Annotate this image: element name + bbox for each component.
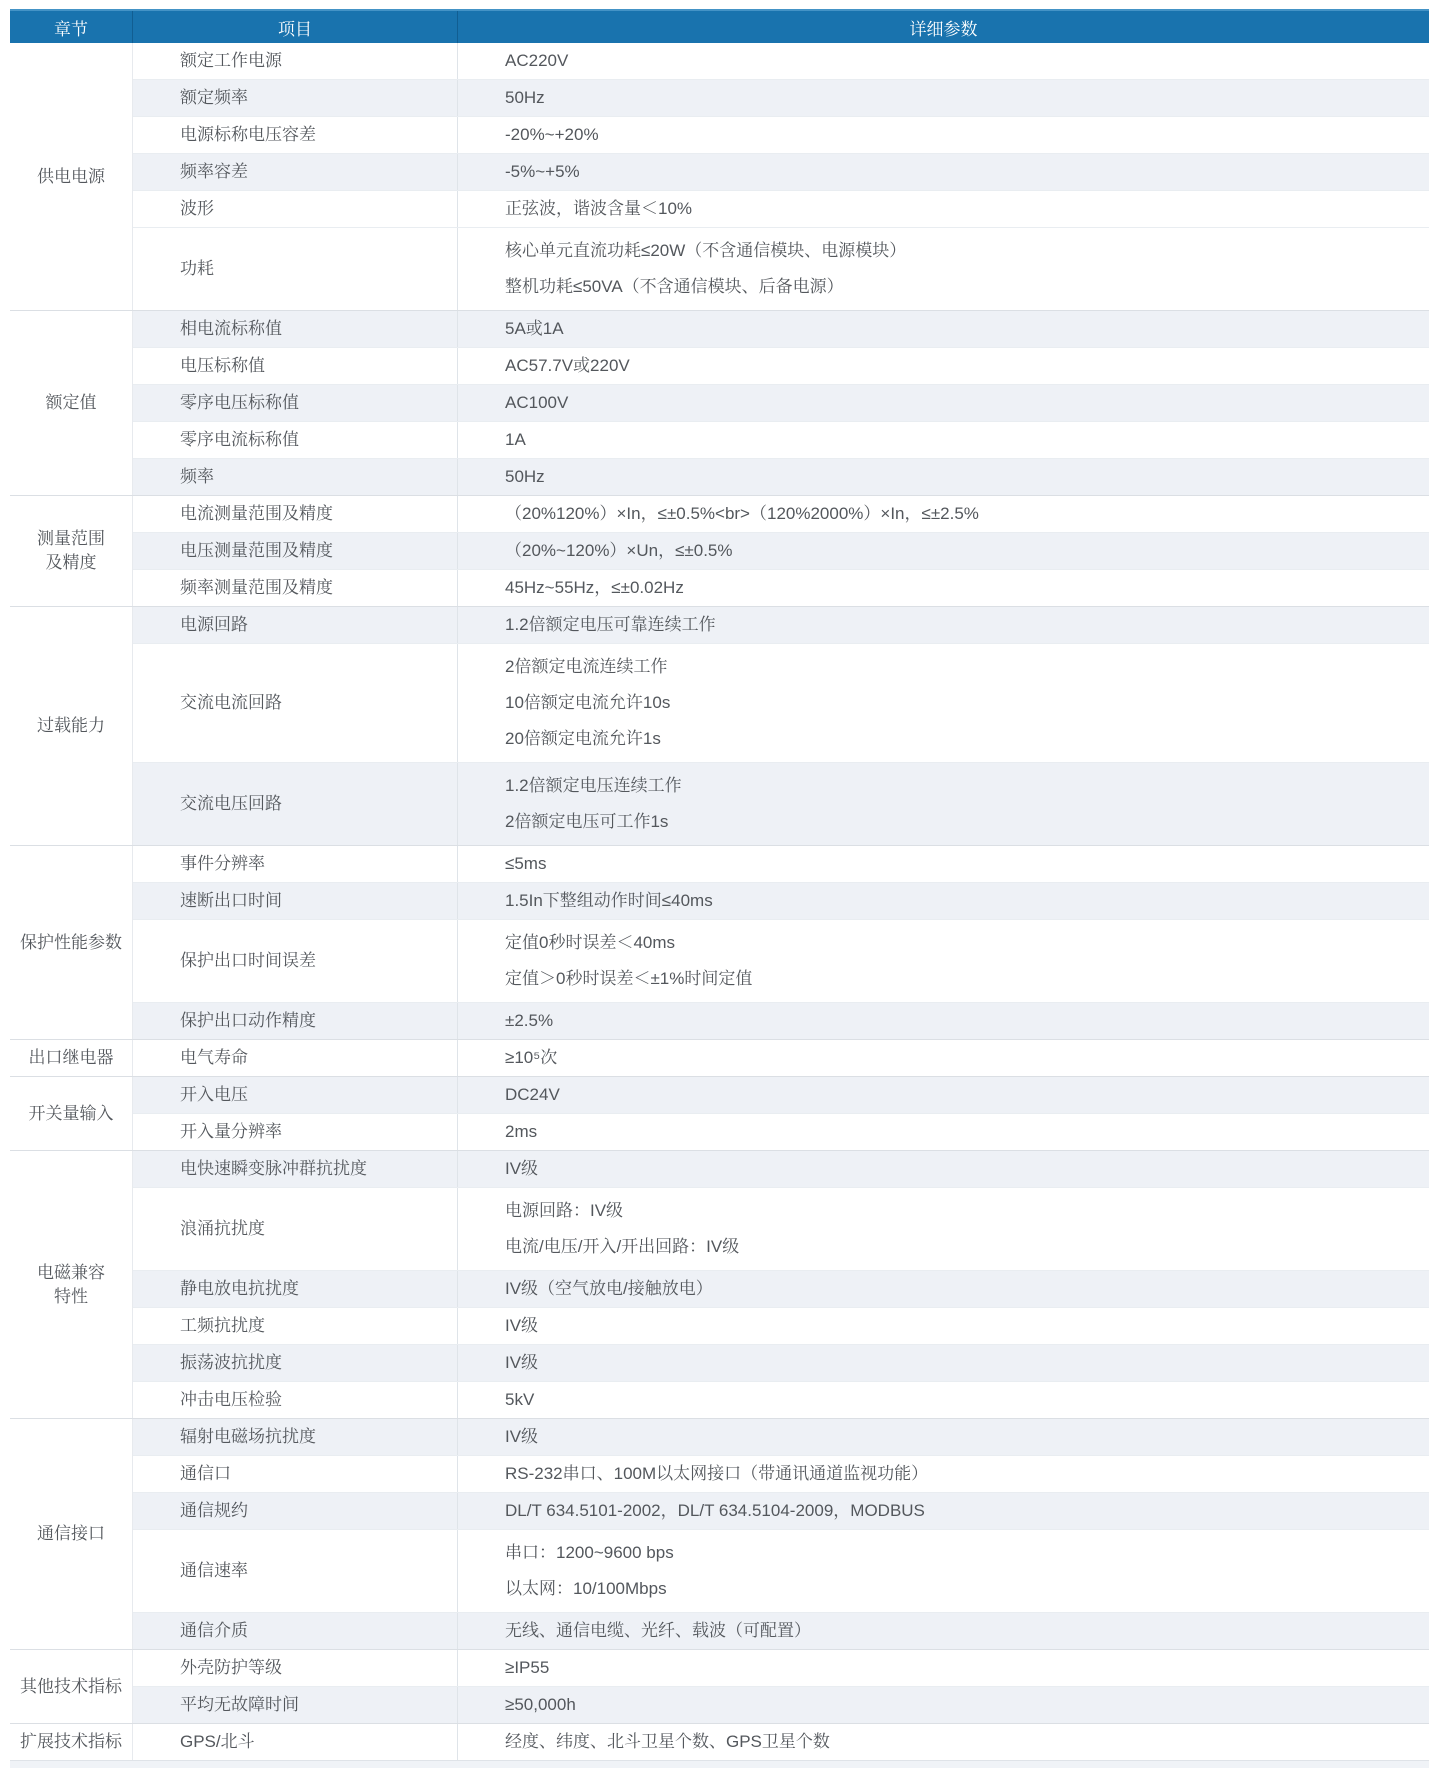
param-line: IV级 xyxy=(505,1316,539,1335)
param-cell xyxy=(458,1687,1429,1723)
param-line: RS-232串口、100M以太网接口（带通讯通道监视功能） xyxy=(505,1464,929,1483)
table-row xyxy=(133,458,1429,495)
table-row xyxy=(133,79,1429,116)
section-rows xyxy=(133,311,1429,495)
param-line: IV级 xyxy=(505,1159,539,1178)
table-section xyxy=(10,495,1429,606)
param-line: -5%~+5% xyxy=(505,162,580,181)
section-rows xyxy=(133,1077,1429,1150)
param-cell xyxy=(458,883,1429,919)
param-cell xyxy=(458,763,1429,845)
table-row xyxy=(133,607,1429,643)
param-cell xyxy=(458,385,1429,421)
table-section xyxy=(10,43,1429,310)
section-label-line: 通信接口 xyxy=(37,1524,105,1543)
item-cell: 冲击电压检验 xyxy=(133,1382,458,1418)
table-bottom-border xyxy=(10,1760,1429,1768)
table-row xyxy=(133,116,1429,153)
item-cell: 事件分辨率 xyxy=(133,846,458,882)
table-section xyxy=(10,1418,1429,1649)
param-line: 1.5In下整组动作时间≤40ms xyxy=(505,891,713,910)
param-line: 10倍额定电流允许10s xyxy=(505,693,671,712)
param-cell xyxy=(458,1493,1429,1529)
param-cell xyxy=(458,80,1429,116)
item-cell: 零序电压标称值 xyxy=(133,385,458,421)
section-rows xyxy=(133,1151,1429,1418)
item-cell: GPS/北斗 xyxy=(133,1724,458,1760)
item-cell: 开入量分辨率 xyxy=(133,1114,458,1150)
table-row xyxy=(133,1492,1429,1529)
table-row xyxy=(133,1419,1429,1455)
section-label xyxy=(10,496,133,606)
header-cell-section: 章节 xyxy=(10,11,133,43)
item-cell: 相电流标称值 xyxy=(133,311,458,347)
param-line: 电源回路：IV级 xyxy=(505,1201,624,1220)
section-rows xyxy=(133,1650,1429,1723)
param-cell xyxy=(458,459,1429,495)
table-row xyxy=(133,384,1429,421)
param-cell xyxy=(458,1151,1429,1187)
table-row xyxy=(133,190,1429,227)
section-label xyxy=(10,1151,133,1418)
table-row xyxy=(133,153,1429,190)
param-cell xyxy=(458,1114,1429,1150)
table-section xyxy=(10,1649,1429,1723)
item-cell: 电流测量范围及精度 xyxy=(133,496,458,532)
item-cell: 外壳防护等级 xyxy=(133,1650,458,1686)
section-label-line: 额定值 xyxy=(45,393,97,412)
item-cell: 速断出口时间 xyxy=(133,883,458,919)
param-line: 50Hz xyxy=(505,88,545,107)
table-row xyxy=(133,1151,1429,1187)
table-row xyxy=(133,227,1429,310)
table-header-row xyxy=(10,9,1429,43)
param-line: DL/T 634.5101-2002，DL/T 634.5104-2009，MODBUS xyxy=(505,1501,925,1520)
param-line: （20%~120%）×Un，≤±0.5% xyxy=(505,541,733,560)
item-cell: 开入电压 xyxy=(133,1077,458,1113)
item-cell: 通信口 xyxy=(133,1456,458,1492)
param-line: AC220V xyxy=(505,51,569,70)
table-row xyxy=(133,1724,1429,1760)
param-cell xyxy=(458,191,1429,227)
table-row xyxy=(133,1113,1429,1150)
header-cell-item: 项目 xyxy=(133,11,458,43)
section-label-line: 及精度 xyxy=(45,553,97,572)
table-row xyxy=(133,532,1429,569)
param-cell xyxy=(458,1077,1429,1113)
table-body xyxy=(10,43,1429,1760)
item-cell: 静电放电抗扰度 xyxy=(133,1271,458,1307)
param-cell xyxy=(458,1650,1429,1686)
param-cell xyxy=(458,1613,1429,1649)
param-line: 无线、通信电缆、光纤、载波（可配置） xyxy=(505,1621,811,1640)
param-cell xyxy=(458,846,1429,882)
table-row xyxy=(133,1307,1429,1344)
section-label-line: 特性 xyxy=(54,1286,88,1306)
param-line: 45Hz~55Hz，≤±0.02Hz xyxy=(505,578,684,597)
table-row xyxy=(133,347,1429,384)
item-cell: 保护出口时间误差 xyxy=(133,920,458,1002)
table-row xyxy=(133,1650,1429,1686)
param-cell xyxy=(458,1724,1429,1760)
param-line: 以太网：10/100Mbps xyxy=(505,1579,667,1598)
param-line: -20%~+20% xyxy=(505,125,599,144)
item-cell: 电快速瞬变脉冲群抗扰度 xyxy=(133,1151,458,1187)
param-line: 电流/电压/开入/开出回路：IV级 xyxy=(505,1237,740,1256)
section-rows xyxy=(133,607,1429,845)
section-label-line: 出口继电器 xyxy=(28,1048,114,1067)
section-label xyxy=(10,1419,133,1649)
param-cell xyxy=(458,920,1429,1002)
param-line: IV级 xyxy=(505,1427,539,1446)
param-line: ≥50,000h xyxy=(505,1695,576,1714)
param-line: 正弦波，谐波含量＜10% xyxy=(505,199,693,218)
section-label xyxy=(10,1077,133,1150)
table-row xyxy=(133,1612,1429,1649)
param-cell xyxy=(458,1271,1429,1307)
table-section xyxy=(10,1723,1429,1760)
item-cell: 平均无故障时间 xyxy=(133,1687,458,1723)
item-cell: 电压测量范围及精度 xyxy=(133,533,458,569)
param-line: AC57.7V或220V xyxy=(505,356,630,375)
item-cell: 额定频率 xyxy=(133,80,458,116)
table-row xyxy=(133,1344,1429,1381)
param-cell xyxy=(458,43,1429,79)
section-label-line: 其他技术指标 xyxy=(20,1676,122,1696)
param-line: 核心单元直流功耗≤20W（不含通信模块、电源模块） xyxy=(505,241,907,260)
table-section xyxy=(10,1076,1429,1150)
item-cell: 零序电流标称值 xyxy=(133,422,458,458)
section-rows xyxy=(133,1419,1429,1649)
table-row xyxy=(133,496,1429,532)
param-cell xyxy=(458,1419,1429,1455)
item-cell: 通信规约 xyxy=(133,1493,458,1529)
header-cell-params: 详细参数 xyxy=(909,19,978,39)
item-cell: 额定工作电源 xyxy=(133,43,458,79)
section-label-line: 保护性能参数 xyxy=(20,932,122,952)
item-cell: 通信介质 xyxy=(133,1613,458,1649)
param-line: 1.2倍额定电压可靠连续工作 xyxy=(505,615,716,634)
item-cell: 保护出口动作精度 xyxy=(133,1003,458,1039)
section-label-line: 开关量输入 xyxy=(28,1103,114,1123)
table-row xyxy=(133,1187,1429,1270)
param-cell xyxy=(458,117,1429,153)
section-label-line: 扩展技术指标 xyxy=(20,1732,122,1751)
param-line: 定值＞0秒时误差＜±1%时间定值 xyxy=(505,969,753,988)
section-rows xyxy=(133,496,1429,606)
item-cell: 浪涌抗扰度 xyxy=(133,1188,458,1270)
item-cell: 频率 xyxy=(133,459,458,495)
table-section xyxy=(10,606,1429,845)
param-cell xyxy=(458,348,1429,384)
item-cell: 电气寿命 xyxy=(133,1040,458,1076)
param-cell xyxy=(458,1530,1429,1612)
table-section xyxy=(10,1039,1429,1076)
table-section xyxy=(10,845,1429,1039)
param-cell xyxy=(458,154,1429,190)
param-cell xyxy=(458,1345,1429,1381)
param-line: ±2.5% xyxy=(505,1011,554,1030)
table-section xyxy=(10,310,1429,495)
table-row xyxy=(133,1686,1429,1723)
param-line: ≥IP55 xyxy=(505,1658,550,1677)
table-row xyxy=(133,1381,1429,1418)
item-cell: 功耗 xyxy=(133,228,458,310)
item-cell: 交流电流回路 xyxy=(133,644,458,762)
param-line: 串口：1200~9600 bps xyxy=(505,1543,674,1562)
param-cell xyxy=(458,1003,1429,1039)
table-row xyxy=(133,846,1429,882)
table-row xyxy=(133,569,1429,606)
param-cell xyxy=(458,1456,1429,1492)
param-cell xyxy=(458,607,1429,643)
section-label xyxy=(10,846,133,1039)
table-row xyxy=(133,1077,1429,1113)
param-cell xyxy=(458,570,1429,606)
section-rows xyxy=(133,1040,1429,1076)
param-line: 2倍额定电压可工作1s xyxy=(505,812,669,831)
param-cell xyxy=(458,496,1429,532)
param-line: 2倍额定电流连续工作 xyxy=(505,657,668,676)
param-cell xyxy=(458,644,1429,762)
section-label-line: 测量范围 xyxy=(37,529,105,548)
item-cell: 电源标称电压容差 xyxy=(133,117,458,153)
param-cell xyxy=(458,311,1429,347)
section-label xyxy=(10,1724,133,1760)
param-line: 整机功耗≤50VA（不含通信模块、后备电源） xyxy=(505,277,844,296)
section-label-line: 电磁兼容 xyxy=(37,1262,105,1282)
table-row xyxy=(133,919,1429,1002)
param-line: 50Hz xyxy=(505,467,545,486)
section-label xyxy=(10,43,133,310)
item-cell: 辐射电磁场抗扰度 xyxy=(133,1419,458,1455)
item-cell: 波形 xyxy=(133,191,458,227)
section-label-line: 供电电源 xyxy=(37,166,105,186)
param-line: 定值0秒时误差＜40ms xyxy=(505,933,676,952)
item-cell: 频率测量范围及精度 xyxy=(133,570,458,606)
table-row xyxy=(133,882,1429,919)
item-cell: 交流电压回路 xyxy=(133,763,458,845)
param-line: 1A xyxy=(505,430,526,449)
param-line: DC24V xyxy=(505,1085,560,1104)
param-cell xyxy=(458,422,1429,458)
param-line: 2ms xyxy=(505,1122,538,1141)
table-row xyxy=(133,43,1429,79)
param-cell xyxy=(458,1382,1429,1418)
item-cell: 电源回路 xyxy=(133,607,458,643)
table-section xyxy=(10,1150,1429,1418)
item-cell: 频率容差 xyxy=(133,154,458,190)
section-label xyxy=(10,311,133,495)
item-cell: 工频抗扰度 xyxy=(133,1308,458,1344)
param-line: 1.2倍额定电压连续工作 xyxy=(505,776,682,795)
param-line: IV级（空气放电/接触放电） xyxy=(505,1279,713,1298)
param-line: 20倍额定电流允许1s xyxy=(505,729,661,748)
table-row xyxy=(133,1002,1429,1039)
param-line: 5kV xyxy=(505,1390,535,1409)
table-row xyxy=(133,1529,1429,1612)
table-row xyxy=(133,421,1429,458)
param-line: AC100V xyxy=(505,393,569,412)
item-cell: 通信速率 xyxy=(133,1530,458,1612)
table-row xyxy=(133,1455,1429,1492)
section-rows xyxy=(133,43,1429,310)
param-cell xyxy=(458,228,1429,310)
section-label-line: 过载能力 xyxy=(37,716,105,735)
section-label xyxy=(10,607,133,845)
param-cell xyxy=(458,1308,1429,1344)
section-label xyxy=(10,1650,133,1723)
param-cell xyxy=(458,533,1429,569)
table-row xyxy=(133,762,1429,845)
param-line: （20%120%）×In，≤±0.5%<br>（120%2000%）×In，≤±2.5% xyxy=(505,504,979,523)
item-cell: 振荡波抗扰度 xyxy=(133,1345,458,1381)
table-row xyxy=(133,311,1429,347)
table-row xyxy=(133,643,1429,762)
param-line: ≥10⁵次 xyxy=(505,1048,558,1067)
section-rows xyxy=(133,1724,1429,1760)
item-cell: 电压标称值 xyxy=(133,348,458,384)
table-row xyxy=(133,1270,1429,1307)
param-cell xyxy=(458,1040,1429,1076)
param-line: ≤5ms xyxy=(505,854,547,873)
section-label xyxy=(10,1040,133,1076)
param-cell xyxy=(458,1188,1429,1270)
table-row xyxy=(133,1040,1429,1076)
param-line: IV级 xyxy=(505,1353,539,1372)
param-line: 5A或1A xyxy=(505,319,564,338)
param-line: 经度、纬度、北斗卫星个数、GPS卫星个数 xyxy=(505,1732,830,1751)
section-rows xyxy=(133,846,1429,1039)
